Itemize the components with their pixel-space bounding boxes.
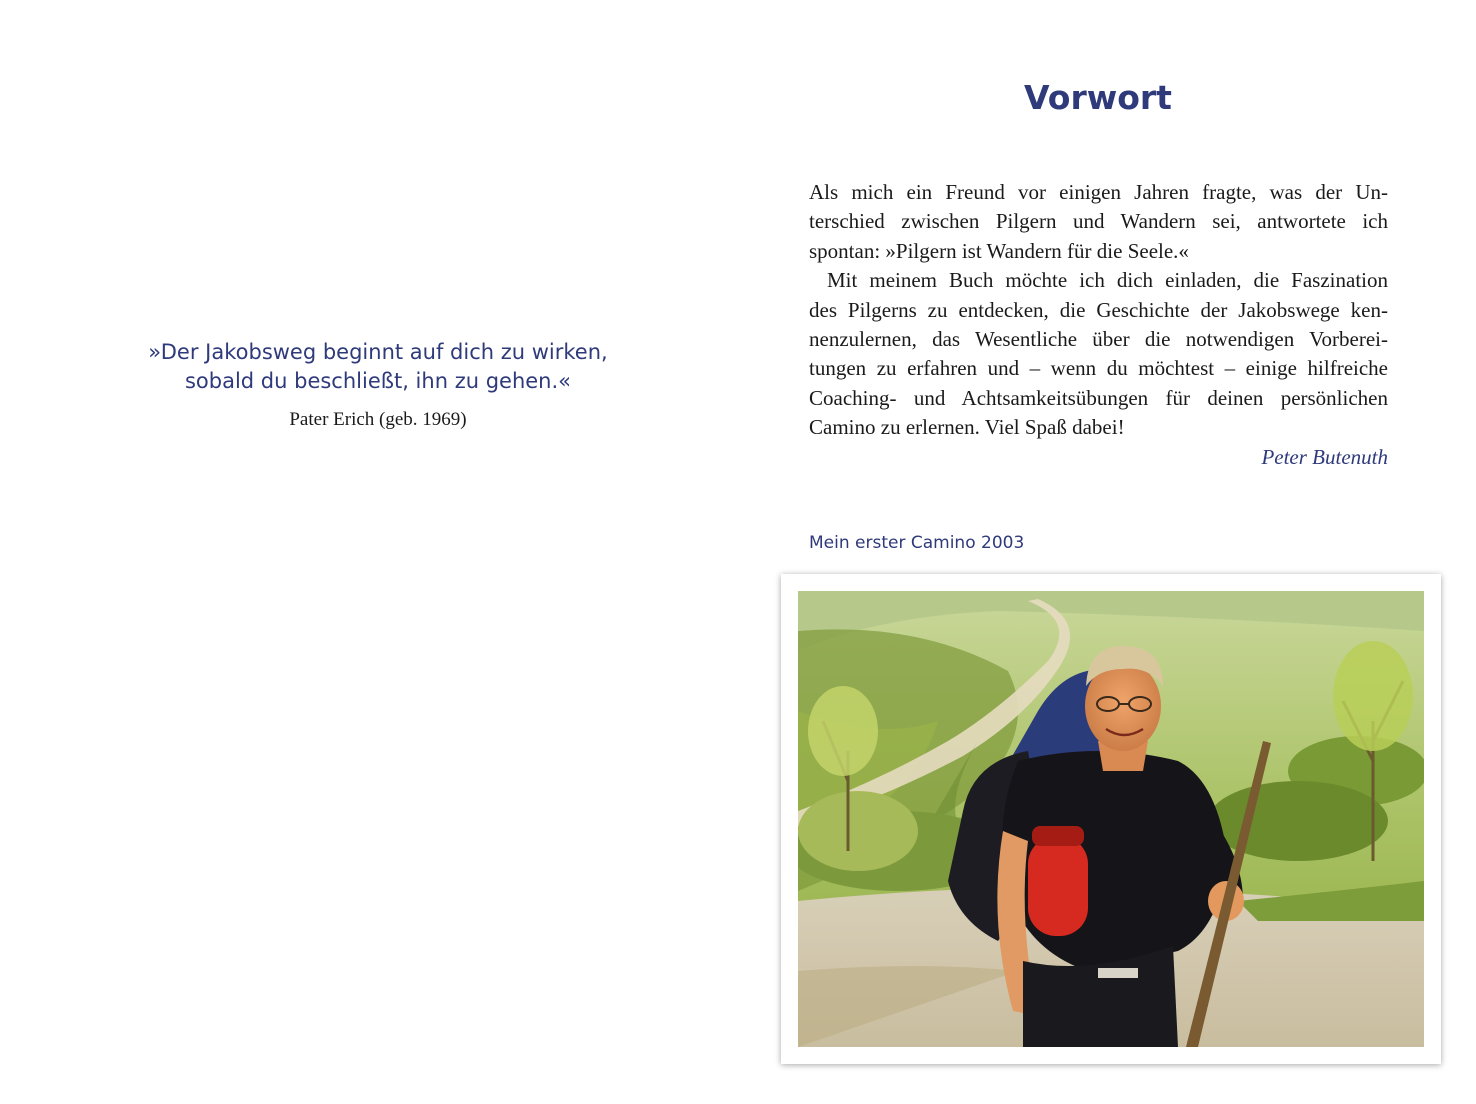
epigraph-author: Pater Erich (geb. 1969) bbox=[289, 409, 467, 430]
page-title: Vorwort bbox=[1024, 78, 1172, 117]
foreword-text bbox=[809, 178, 1388, 472]
epigraph bbox=[60, 338, 696, 431]
photo-frame bbox=[781, 574, 1441, 1064]
paragraph-line: des Pilgerns zu entdecken, die Geschichte der Jakobswege ken- bbox=[809, 297, 1388, 322]
photo-caption: Mein erster Camino 2003 bbox=[809, 533, 1025, 553]
paragraph-line: spontan: »Pilgern ist Wandern für die Seele.« bbox=[809, 238, 1189, 263]
epigraph-quote-line: sobald du beschließt, ihn zu gehen.« bbox=[184, 369, 572, 393]
paragraph-line: Camino zu erlernen. Viel Spaß dabei! bbox=[809, 415, 1125, 440]
paragraph-line: Coaching- und Achtsamkeitsübungen für deinen persönlichen bbox=[809, 385, 1388, 410]
right-page bbox=[738, 0, 1476, 1104]
paragraph-line: Als mich ein Freund vor einigen Jahren fragte, was der Un- bbox=[809, 180, 1388, 204]
paragraph-line: Mit meinem Buch möchte ich dich einladen, die Faszination bbox=[827, 268, 1388, 293]
epigraph-quote bbox=[60, 338, 696, 396]
paragraph-line: terschied zwischen Pilgern und Wandern sei, antwortete ich bbox=[809, 209, 1388, 234]
pilgrim-photo bbox=[798, 591, 1424, 1047]
paragraph-line: nenzulernen, das Wesentliche über die notwendigen Vorberei- bbox=[809, 326, 1388, 351]
epigraph-quote-line: »Der Jakobsweg beginnt auf dich zu wirken, bbox=[148, 340, 608, 364]
paragraph-line: tungen zu erfahren und – wenn du möchtest – einige hilfreiche bbox=[809, 356, 1388, 381]
author-signature: Peter Butenuth bbox=[1261, 444, 1388, 469]
